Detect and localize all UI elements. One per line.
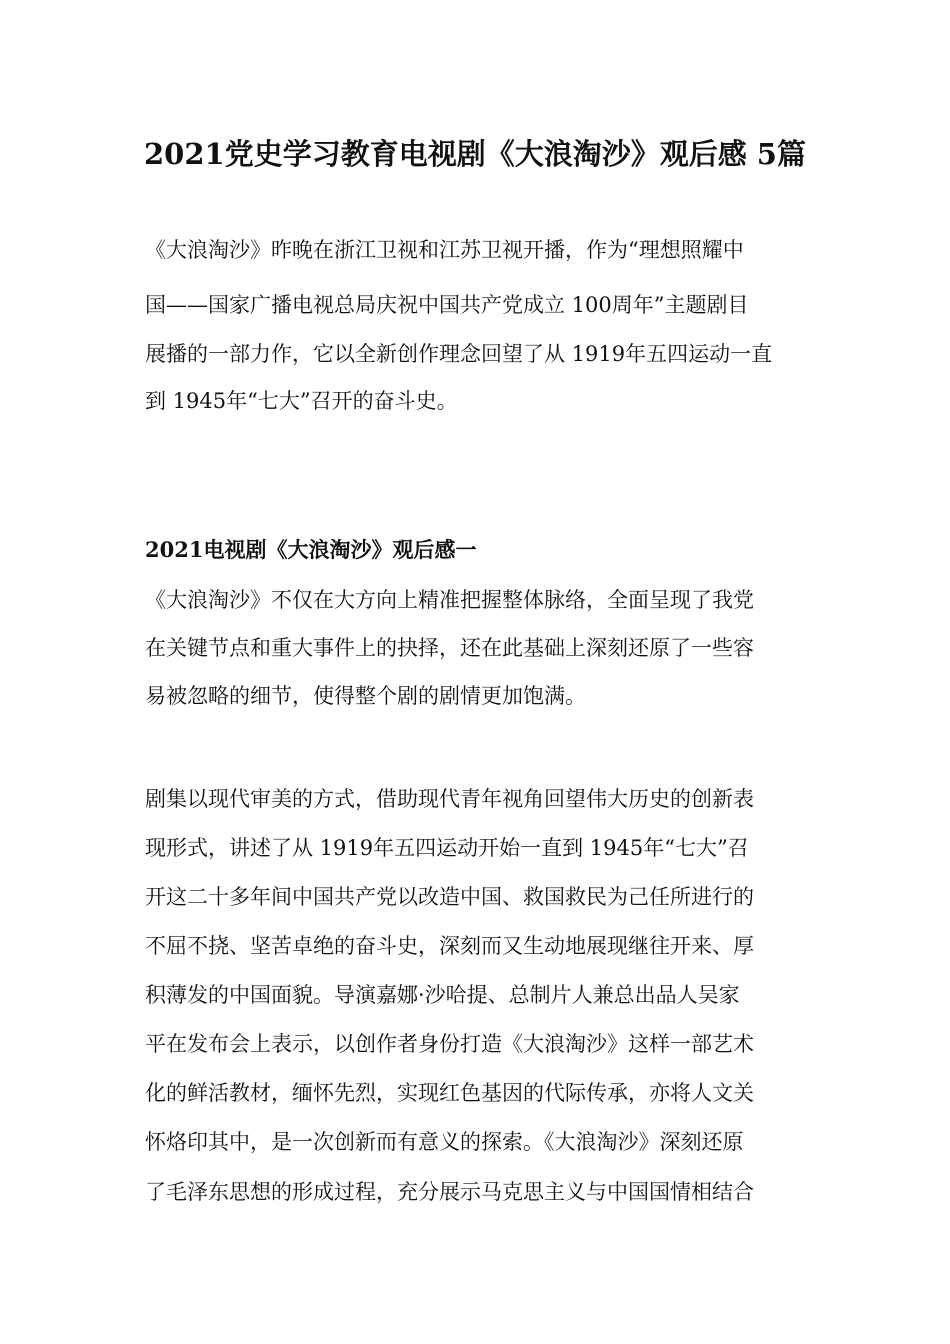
paragraph-line: 不屈不挠、坚苦卓绝的奋斗史，深刻而又生动地展现继往开来、厚 [145,934,754,958]
intro-line: 《大浪淘沙》昨晚在浙江卫视和江苏卫视开播，作为“理想照耀中 [145,238,744,262]
paragraph-line: 开这二十多年间中国共产党以改造中国、救国救民为己任所进行的 [145,885,754,909]
paragraph-line: 化的鲜活教材，缅怀先烈，实现红色基因的代际传承，亦将人文关 [145,1081,754,1105]
section-heading: 2021电视剧《大浪淘沙》观后感一 [145,537,477,562]
paragraph-line: 现形式，讲述了从 1919年五四运动开始一直到 1945年“七大”召 [145,836,749,860]
paragraph-line: 易被忽略的细节，使得整个剧的剧情更加饱满。 [145,684,586,708]
paragraph-line: 平在发布会上表示，以创作者身份打造《大浪淘沙》这样一部艺术 [145,1032,754,1056]
paragraph-line: 积薄发的中国面貌。导演嘉娜·沙哈提、总制片人兼总出品人吴家 [145,983,740,1007]
paragraph-line: 在关键节点和重大事件上的抉择，还在此基础上深刻还原了一些容 [145,636,754,660]
intro-line: 到 1945年“七大”召开的奋斗史。 [145,389,458,413]
intro-line: 国——国家广播电视总局庆祝中国共产党成立 100周年”主题剧目 [145,293,749,317]
document-title: 2021党史学习教育电视剧《大浪淘沙》观后感 5篇 [144,137,806,171]
paragraph-line: 《大浪淘沙》不仅在大方向上精准把握整体脉络，全面呈现了我党 [145,588,754,612]
paragraph-line: 了毛泽东思想的形成过程，充分展示马克思主义与中国国情相结合 [145,1180,754,1204]
paragraph-line: 怀烙印其中，是一次创新而有意义的探索。《大浪淘沙》深刻还原 [145,1130,744,1154]
intro-line: 展播的一部力作，它以全新创作理念回望了从 1919年五四运动一直 [145,342,773,366]
paragraph-line: 剧集以现代审美的方式，借助现代青年视角回望伟大历史的创新表 [145,787,754,811]
